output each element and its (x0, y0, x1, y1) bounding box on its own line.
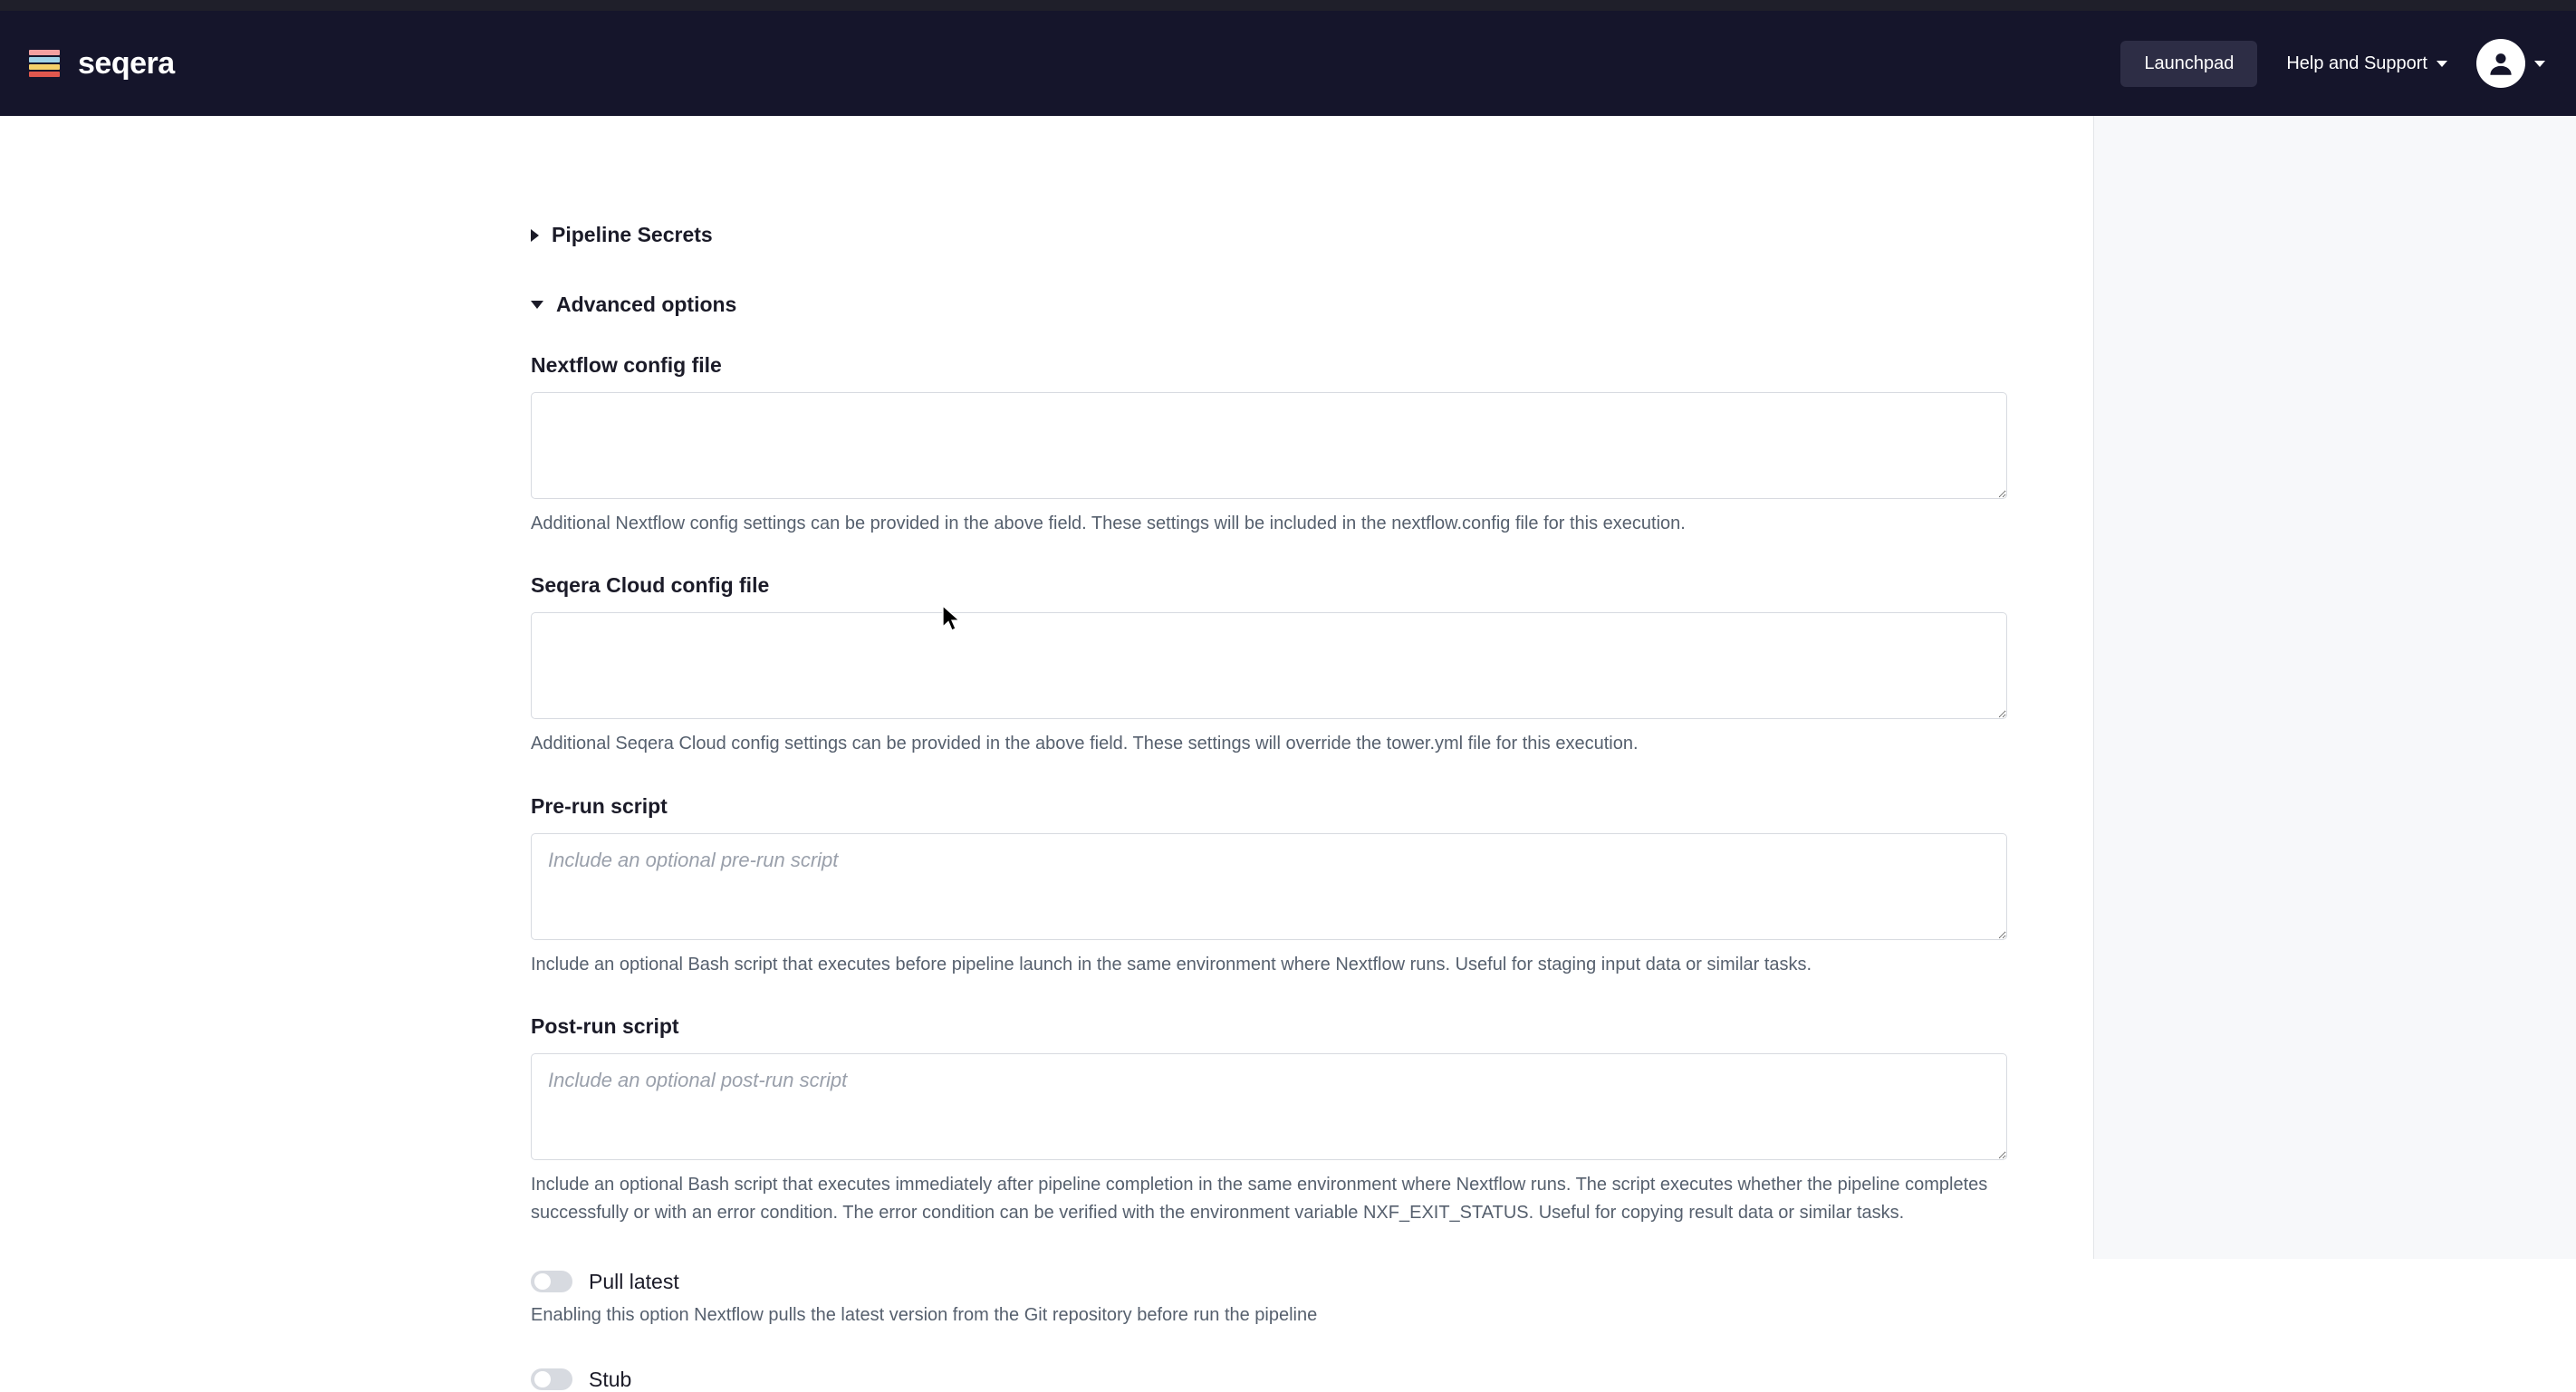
launch-form-card (0, 116, 2094, 1391)
field-seqera-cloud-config (531, 573, 2094, 757)
toggle-row-pull-latest (531, 1270, 2094, 1294)
chevron-down-icon (531, 301, 543, 309)
post-run-script-input[interactable] (531, 1053, 2007, 1160)
field-post-run-script (531, 1014, 2094, 1226)
section-advanced-options[interactable] (531, 293, 2094, 317)
chevron-right-icon (531, 229, 539, 242)
nextflow-config-help: Additional Nextflow config settings can be provided in the above field. These settings will be included in the nextflow.config file for this execution. (531, 514, 1686, 533)
page-body (0, 116, 2576, 1391)
toggle-row-stub (531, 1368, 2094, 1392)
chevron-down-icon (2437, 61, 2447, 67)
section-pipeline-secrets[interactable] (531, 223, 2094, 247)
pull-latest-help: Enabling this option Nextflow pulls the latest version from the Git repository before run the pipeline (531, 1304, 1318, 1325)
topnav-actions (2120, 39, 2545, 88)
field-pre-run-script (531, 794, 2094, 978)
post-run-script-help: Include an optional Bash script that executes immediately after pipeline completion in the same environment where Nextflow runs. The script executes whether the pipeline completes successfully or with an error condition. The error condition can be verified with the environment variable NXF_EXIT_STATUS. Useful for copying result data or similar tasks. (531, 1175, 1988, 1223)
user-menu[interactable] (2476, 39, 2545, 88)
nextflow-config-input[interactable] (531, 392, 2007, 499)
nextflow-config-label: Nextflow config file (531, 353, 722, 377)
post-run-script-label: Post-run script (531, 1014, 679, 1039)
section-pipeline-secrets-title: Pipeline Secrets (552, 223, 713, 246)
pull-latest-toggle[interactable] (531, 1271, 572, 1292)
help-and-support-menu[interactable] (2281, 46, 2453, 82)
stub-toggle[interactable] (531, 1368, 572, 1390)
seqera-cloud-config-help: Additional Seqera Cloud config settings can be provided in the above field. These settings will override the tower.yml file for this execution. (531, 734, 1639, 754)
seqera-cloud-config-label: Seqera Cloud config file (531, 573, 770, 598)
stub-label: Stub (589, 1367, 632, 1391)
chevron-down-icon (2534, 61, 2545, 67)
launchpad-button[interactable]: Launchpad (2120, 41, 2257, 87)
pre-run-script-label: Pre-run script (531, 793, 668, 818)
brand-name: seqera (78, 45, 175, 81)
pull-latest-label: Pull latest (589, 1269, 679, 1293)
seqera-cloud-config-input[interactable] (531, 612, 2007, 719)
browser-chrome-strip (0, 0, 2576, 11)
pre-run-script-help: Include an optional Bash script that executes before pipeline launch in the same environment where Nextflow runs. Useful for staging input data or similar tasks. (531, 954, 1812, 974)
section-advanced-options-title: Advanced options (556, 293, 737, 316)
avatar (2476, 39, 2525, 88)
brand-logo[interactable] (29, 46, 175, 82)
pre-run-script-input[interactable] (531, 833, 2007, 940)
field-nextflow-config (531, 353, 2094, 537)
top-navigation-bar (0, 11, 2576, 116)
help-and-support-label: Help and Support (2286, 53, 2427, 73)
seqera-logo-icon (29, 48, 63, 79)
